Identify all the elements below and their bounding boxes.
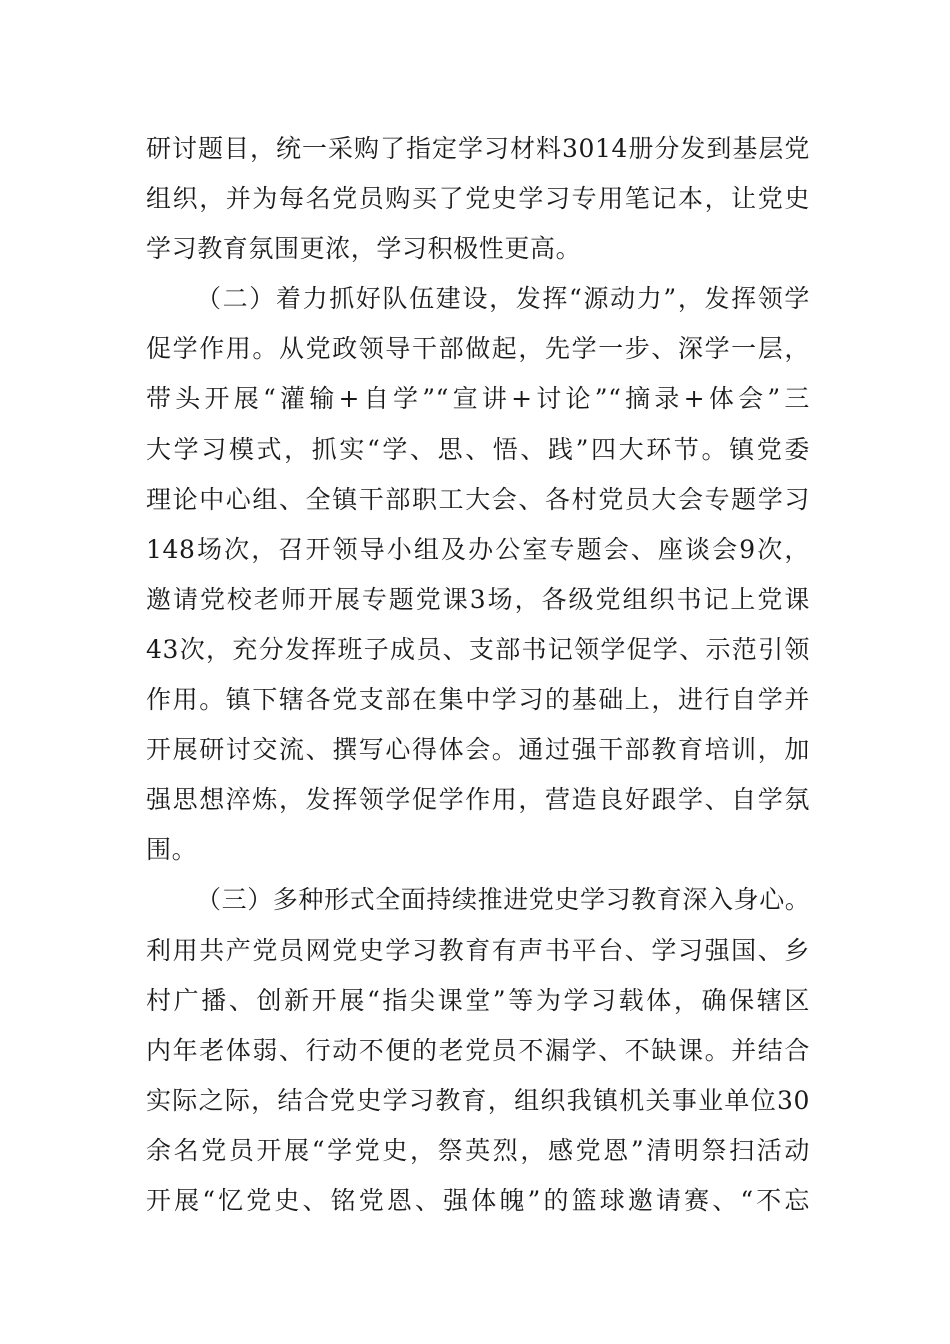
text-line: 围。: [146, 835, 198, 865]
text-line: 开展“忆党史、铭党恩、强体魄”的篮球邀请赛、“不忘: [146, 1185, 810, 1215]
text-line: 组织，并为每名党员购买了党史学习专用笔记本，让党史: [146, 184, 810, 214]
text-line: 开展研讨交流、撰写心得体会。通过强干部教育培训，加: [146, 735, 810, 765]
text-line: 作用。镇下辖各党支部在集中学习的基础上，进行自学并: [146, 685, 810, 715]
text-line: 学习教育氛围更浓，学习积极性更高。: [146, 234, 582, 264]
text-line: 内年老体弱、行动不便的老党员不漏学、不缺课。并结合: [146, 1035, 810, 1065]
paragraph-heading-3: （三）多种形式全面持续推进党史学习教育深入身心。: [196, 885, 811, 915]
text-line: 余名党员开展“学党史，祭英烈，感党恩”清明祭扫活动: [146, 1135, 810, 1165]
text-line: 强思想淬炼，发挥领学促学作用，营造良好跟学、自学氛: [146, 785, 810, 815]
text-line: 148场次，召开领导小组及办公室专题会、座谈会9次，: [146, 534, 810, 564]
text-line: 村广播、创新开展“指尖课堂”等为学习载体，确保辖区: [146, 985, 810, 1015]
text-line: 理论中心组、全镇干部职工大会、各村党员大会专题学习: [146, 484, 810, 514]
text-line: 大学习模式，抓实“学、思、悟、践”四大环节。镇党委: [146, 434, 810, 464]
document-body: [146, 124, 810, 1226]
text-line: 邀请党校老师开展专题党课3场，各级党组织书记上党课: [146, 584, 810, 614]
text-line: 带头开展“灌输+自学”“宣讲+讨论”“摘录+体会”三: [146, 384, 810, 414]
text-line: 研讨题目，统一采购了指定学习材料3014册分发到基层党: [146, 134, 810, 163]
text-line: 利用共产党员网党史学习教育有声书平台、学习强国、乡: [146, 935, 810, 965]
text-line: 实际之际，结合党史学习教育，组织我镇机关事业单位30: [146, 1085, 810, 1115]
text-line: 促学作用。从党政领导干部做起，先学一步、深学一层，: [146, 334, 810, 364]
paragraph-heading-2: （二）着力抓好队伍建设，发挥“源动力”，发挥领学: [196, 284, 810, 314]
text-line: 43次，充分发挥班子成员、支部书记领学促学、示范引领: [146, 634, 810, 664]
